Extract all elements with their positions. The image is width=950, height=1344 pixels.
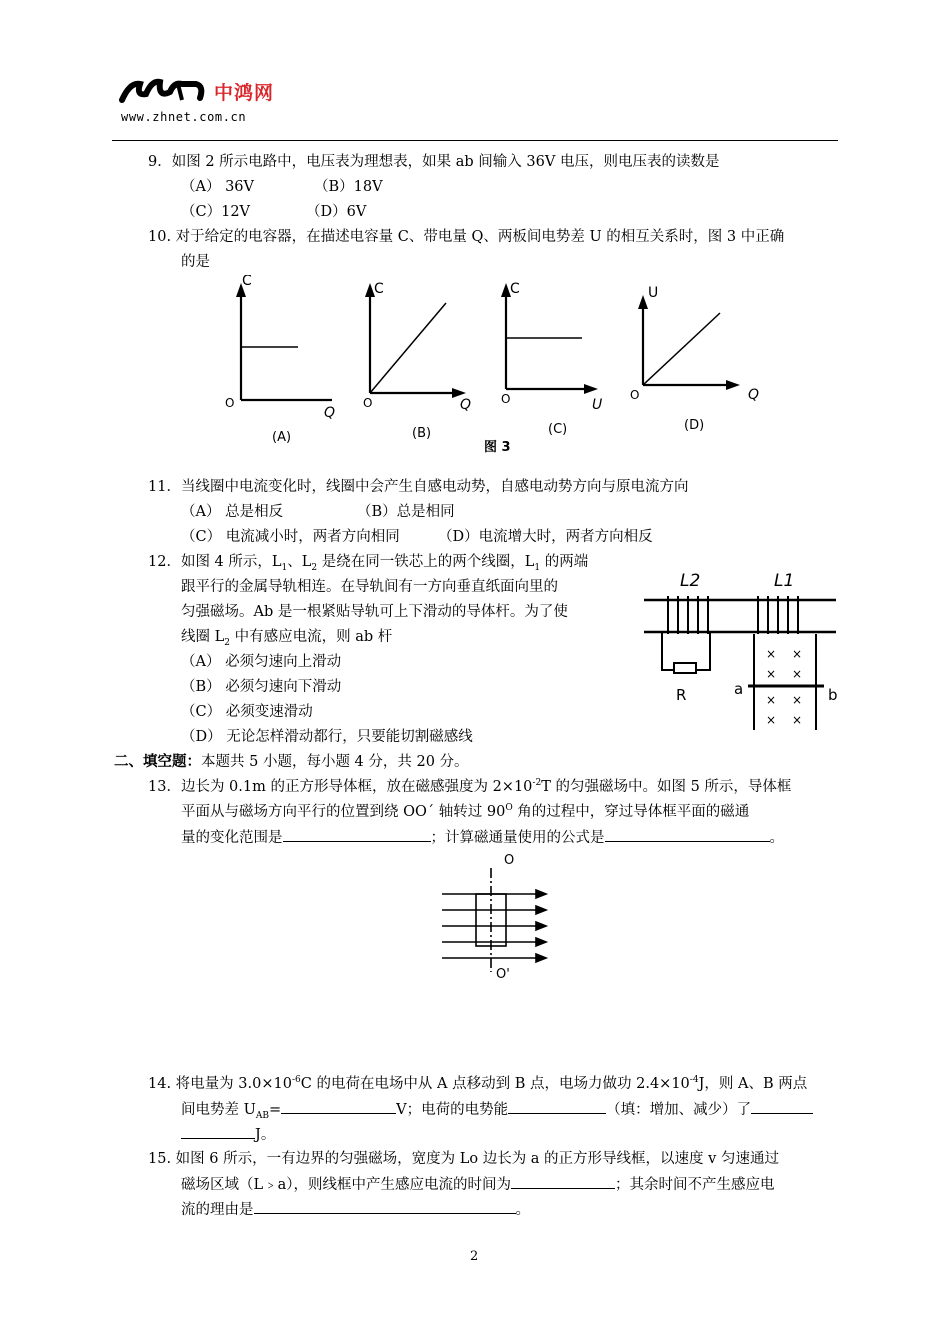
field-mark: × xyxy=(766,667,777,681)
figure-3 xyxy=(220,275,780,460)
q13-blank-1[interactable] xyxy=(283,827,431,842)
q12-stem-3: 匀强磁场。Ab 是一根紧贴导轨可上下滑动的导体杆。为了使 xyxy=(181,604,568,620)
graph-b-option: (B) xyxy=(412,426,432,441)
q12-option-a: （A） 必须匀速向上滑动 xyxy=(181,654,342,670)
graph-b-y-label: C xyxy=(374,281,384,297)
q9-option-a: （A） 36V xyxy=(181,179,255,195)
q14-blank-3[interactable] xyxy=(751,1099,813,1114)
logo-brush-icon xyxy=(118,70,218,110)
q14-stem-1: 14. 将电量为 $3.0\times 10^{-6}C$ 的电荷在电场中从 A 点移动到 B 点，电场力做功 $2.4\times 10^{-4}J$，则 A、B 两点 xyxy=(148,1075,808,1092)
field-mark: × xyxy=(792,713,803,727)
q10-stem-1: 10. 对于给定的电容器，在描述电容量 C、带电量 Q、两板间电势差 U 的相互关系时，图 3 中正确 xyxy=(148,229,785,245)
graph-b-x-label: Q xyxy=(460,397,472,413)
figure-4-label-l2: L2 xyxy=(680,571,701,591)
graph-b xyxy=(363,281,471,441)
figure-4-label-a: a xyxy=(734,680,744,698)
graph-a-origin: O xyxy=(225,396,235,410)
q15-blank-2[interactable] xyxy=(254,1199,516,1214)
q13-stem-2: 平面从与磁场方向平行的位置到绕 OO´ 轴转过 $90^O$ 角的过程中，穿过导体框平面的磁通 xyxy=(181,803,750,820)
q9-option-d: （D）6V xyxy=(306,204,367,220)
site-url: www.zhnet.com.cn xyxy=(121,110,247,124)
q15-stem-2: 磁场区域（L﹥a），则线框中产生感应电流的时间为 ；其余时间不产生感应电 xyxy=(181,1174,775,1195)
graph-a-option: (A) xyxy=(272,430,292,445)
graph-d-option: (D) xyxy=(684,418,705,433)
field-mark: × xyxy=(792,693,803,707)
field-mark: × xyxy=(766,713,777,727)
q11-option-b: （B）总是相同 xyxy=(357,504,455,520)
graph-a-x-label: Q xyxy=(324,405,336,421)
q14-stem-3: J。 xyxy=(181,1124,275,1145)
figure-5-label-o: O xyxy=(504,853,515,868)
graph-c-option: (C) xyxy=(548,422,568,437)
figure-3-caption: 图 3 xyxy=(484,440,511,455)
graph-c xyxy=(501,281,602,437)
q12-option-c: （C） 必须变速滑动 xyxy=(181,704,313,720)
graph-d-y-label: U xyxy=(648,285,659,301)
q11-stem: 11．当线圈中电流变化时，线圈中会产生自感电动势，自感电动势方向与原电流方向 xyxy=(148,479,689,495)
figure-4 xyxy=(640,562,840,732)
graph-c-origin: O xyxy=(501,392,511,406)
field-mark: × xyxy=(792,667,803,681)
figure-5 xyxy=(436,850,556,980)
graph-d-origin: O xyxy=(630,388,640,402)
graph-a-y-label: C xyxy=(242,275,252,289)
graph-d xyxy=(630,285,759,433)
graph-c-x-label: U xyxy=(592,397,603,413)
q12-option-d: （D） 无论怎样滑动都行，只要能切割磁感线 xyxy=(181,729,473,745)
q11-option-d: （D）电流增大时，两者方向相反 xyxy=(438,529,653,545)
q12-stem-4: 线圈 $L_2$ 中有感应电流，则 ab 杆 xyxy=(181,629,393,648)
section-2-heading: 二、填空题：本题共 5 小题，每小题 4 分，共 20 分。 xyxy=(114,753,469,770)
graph-c-y-label: C xyxy=(510,281,520,297)
figure-4-label-r: R xyxy=(676,686,687,704)
figure-4-label-b: b xyxy=(828,686,838,704)
graph-b-origin: O xyxy=(363,396,373,410)
field-mark: × xyxy=(766,693,777,707)
q9-stem: 9．如图 2 所示电路中，电压表为理想表，如果 ab 间输入 36V 电压，则电压表的读数是 xyxy=(148,154,720,170)
q9-option-b: （B）18V xyxy=(314,179,383,195)
field-mark: × xyxy=(792,647,803,661)
q11-option-c: （C） 电流减小时，两者方向相同 xyxy=(181,529,400,545)
page-number: 2 xyxy=(470,1249,479,1264)
q9-option-c: （C）12V xyxy=(181,204,251,220)
graph-d-x-label: Q xyxy=(748,387,760,403)
graph-a xyxy=(225,275,335,445)
site-logo xyxy=(118,70,288,110)
q14-blank-1[interactable] xyxy=(281,1099,396,1114)
q15-stem-3: 流的理由是 。 xyxy=(181,1199,530,1220)
q14-blank-3-cont[interactable] xyxy=(181,1124,255,1139)
q12-option-b: （B） 必须匀速向下滑动 xyxy=(181,679,342,695)
q14-stem-2: 间电势差 $U_{AB}= V$；电荷的电势能 （填：增加、减少）了 xyxy=(181,1099,813,1120)
figure-4-label-l1: L1 xyxy=(774,571,795,591)
q13-blank-2[interactable] xyxy=(605,827,770,842)
q15-blank-1[interactable] xyxy=(511,1174,615,1189)
logo-text: 中鸿网 xyxy=(214,82,275,104)
field-mark: × xyxy=(766,647,777,661)
q13-stem-3: 量的变化范围是 ；计算磁通量使用的公式是 。 xyxy=(181,827,784,848)
q12-stem-2: 跟平行的金属导轨相连。在导轨间有一方向垂直纸面向里的 xyxy=(181,579,558,595)
q13-stem-1: 13．边长为 0.1m 的正方形导体框，放在磁感强度为 $2\times 10^{-2}T$ 的匀强磁场中。如图 5 所示，导体框 xyxy=(148,778,792,795)
q11-option-a: （A） 总是相反 xyxy=(181,504,284,520)
header-rule xyxy=(112,140,838,141)
q14-blank-2[interactable] xyxy=(508,1099,606,1114)
figure-5-label-o2: O' xyxy=(496,967,510,980)
q15-stem-1: 15. 如图 6 所示，一有边界的匀强磁场，宽度为 Lo 边长为 a 的正方形导线框，以速度 v 匀速通过 xyxy=(148,1151,779,1167)
q12-stem-1: 12．如图 4 所示，$L_1$、$L_2$ 是绕在同一铁芯上的两个线圈，$L_1$ 的两端 xyxy=(148,554,589,573)
q10-stem-2: 的是 xyxy=(181,254,210,270)
